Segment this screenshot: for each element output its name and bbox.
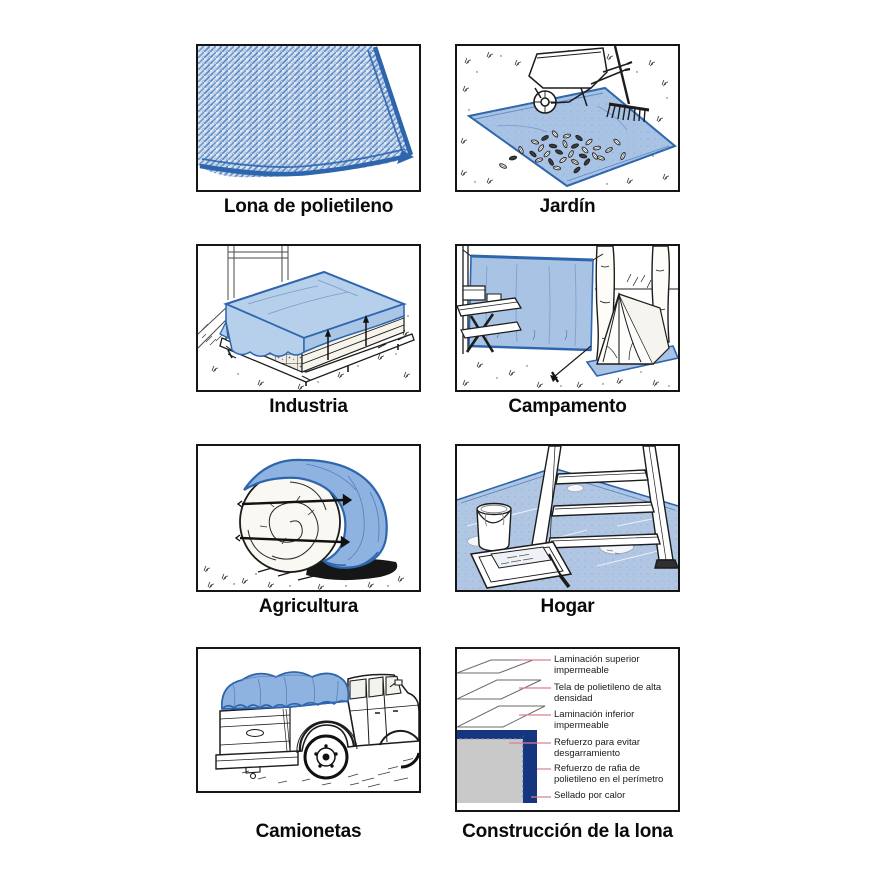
- caption-campamento: Campamento: [508, 396, 627, 417]
- diagram-label-fabric: Tela de polietileno de alta densidad: [554, 682, 662, 704]
- diagram-label-bottom-lamination: Laminación inferior impermeable: [554, 709, 635, 731]
- pickup-truck-illustration: [198, 649, 419, 791]
- panel-industria: [196, 244, 421, 392]
- panel-campamento: [455, 244, 680, 392]
- caption-construccion: Construcción de la lona: [462, 821, 673, 842]
- diagram-label-heat-seal: Sellado por calor: [554, 790, 626, 801]
- panel-camionetas: [196, 647, 421, 793]
- panel-jardin: [455, 44, 680, 192]
- industry-illustration: [198, 246, 419, 390]
- panel-construccion: [455, 647, 680, 812]
- caption-industria: Industria: [269, 396, 348, 417]
- caption-hogar: Hogar: [540, 596, 595, 617]
- camping-illustration: [457, 246, 678, 390]
- caption-camionetas: Camionetas: [255, 821, 362, 842]
- panel-agricultura: [196, 444, 421, 592]
- diagram-label-raffia-reinforce: Refuerzo de rafia de polietileno en el perímetro: [554, 763, 664, 785]
- home-illustration: [457, 446, 678, 590]
- panel-hogar: [455, 444, 680, 592]
- agriculture-illustration: [198, 446, 419, 590]
- diagram-label-tear-reinforce: Refuerzo para evitar desgarramiento: [554, 737, 641, 759]
- caption-agricultura: Agricultura: [258, 596, 359, 617]
- diagram-label-top-lamination: Laminación superior impermeable: [554, 654, 640, 676]
- caption-lona: Lona de polietileno: [223, 196, 394, 217]
- tarp-fabric-illustration: [198, 46, 419, 190]
- panel-lona: [196, 44, 421, 192]
- garden-illustration: [457, 46, 678, 190]
- caption-jardin: Jardín: [539, 196, 596, 217]
